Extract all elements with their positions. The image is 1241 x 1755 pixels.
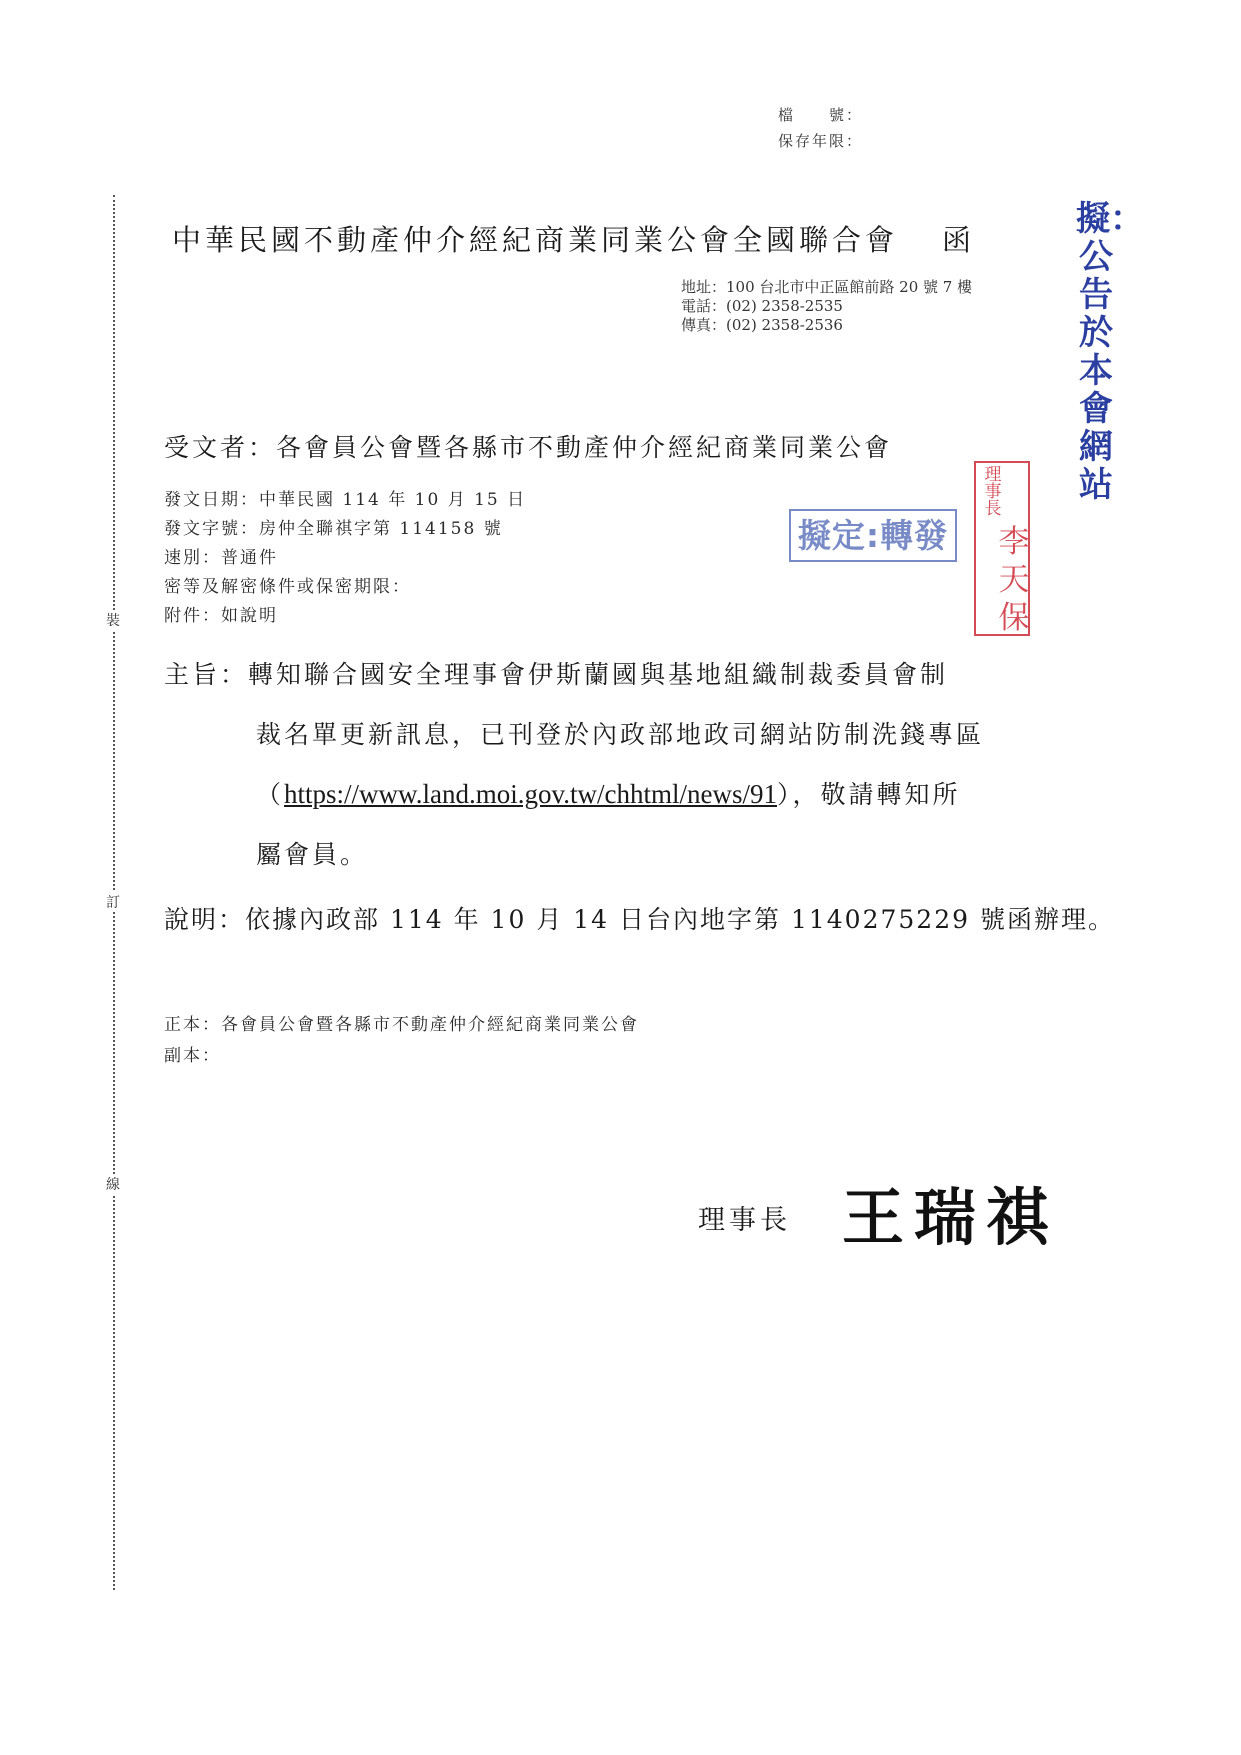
subject-line-3-rest: ），敬請轉知所: [777, 780, 961, 809]
subject-url-link[interactable]: https://www.land.moi.gov.tw/chhtml/news/91: [284, 779, 777, 809]
original-recipients: 正本：各會員公會暨各縣市不動產仲介經紀商業同業公會: [164, 1015, 639, 1035]
organization-name: 中華民國不動產仲介經紀商業同業公會全國聯合會: [172, 223, 899, 257]
binding-char-1: 裝: [98, 610, 128, 630]
subject-block: [164, 655, 984, 895]
fax-line: 傳真：(02) 2358-2536: [681, 316, 843, 334]
document-title: [172, 218, 975, 259]
paren-open: （: [256, 780, 285, 809]
phone-line: 電話：(02) 2358-2535: [681, 297, 843, 315]
handwritten-note-text: 擬：公告於本會網站: [1076, 199, 1144, 505]
duplicate-recipients: 副本：: [164, 1046, 221, 1066]
attachment-line: 附件：如說明: [164, 606, 278, 626]
binding-char-2: 訂: [98, 892, 128, 912]
explanation-line: 說明：依據內政部 114 年 10 月 14 日台內地字第 1140275229 號函辦理。: [164, 905, 1115, 934]
address-line: 地址：100 台北市中正區館前路 20 號 7 樓: [681, 278, 973, 296]
chairman-seal: [974, 461, 1030, 636]
retention-period-label: 保存年限：: [778, 132, 864, 150]
subject-line-1: 主旨：轉知聯合國安全理事會伊斯蘭國與基地組織制裁委員會制: [164, 660, 949, 689]
issue-number: 發文字號：房仲全聯祺字第 114158 號: [164, 519, 503, 539]
seal-name: 李天保: [998, 524, 1030, 636]
signature-title: 理事長: [698, 1205, 791, 1236]
copies-block: [164, 1010, 639, 1072]
speed-class: 速別：普通件: [164, 548, 278, 568]
recipient-line: 受文者：各會員公會暨各縣市不動產仲介經紀商業同業公會: [164, 433, 893, 462]
subject-line-4: 屬會員。: [256, 840, 369, 869]
forward-approval-stamp: 擬定:轉發: [789, 509, 957, 562]
file-number-label: 檔 號：: [778, 106, 864, 124]
subject-line-2: 裁名單更新訊息，已刊登於內政部地政司網站防制洗錢專區: [256, 720, 985, 749]
contact-block: [681, 278, 972, 335]
issue-date: 發文日期：中華民國 114 年 10 月 15 日: [164, 490, 527, 510]
seal-title: 理事長: [984, 465, 1002, 519]
binding-char-3: 線: [98, 1174, 128, 1194]
handwritten-note: [1076, 199, 1144, 505]
meta-block: [164, 486, 526, 631]
signature-name: 王瑞祺: [842, 1181, 1059, 1254]
subject-line-3: [164, 775, 984, 835]
document-kind: 函: [942, 223, 976, 257]
secrecy-level: 密等及解密條件或保密期限：: [164, 577, 411, 597]
